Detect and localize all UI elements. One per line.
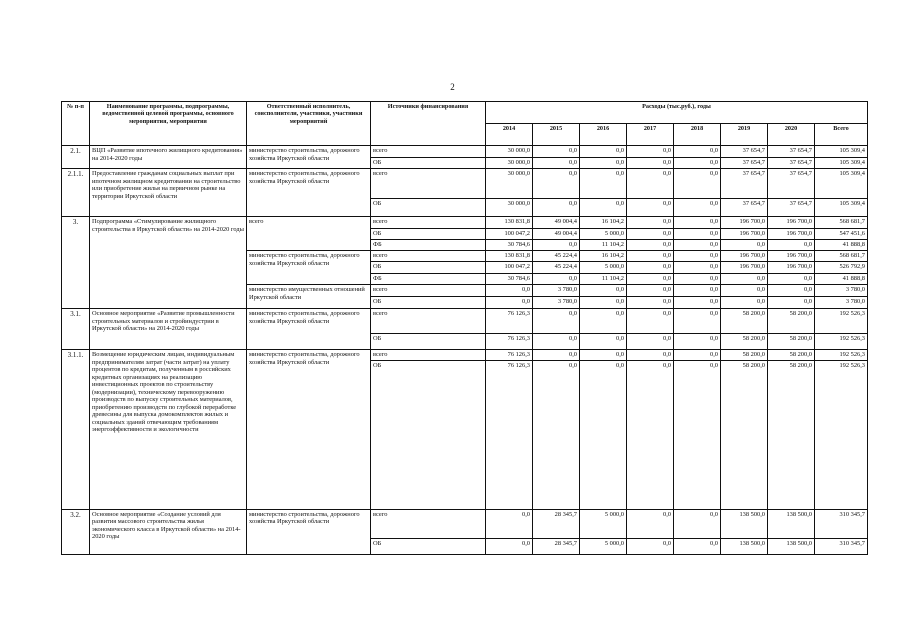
row-value: 0,0 bbox=[580, 285, 627, 297]
row-value: 196 700,0 bbox=[768, 262, 815, 274]
row-value: 196 700,0 bbox=[768, 251, 815, 262]
header-year: 2016 bbox=[580, 124, 627, 146]
row-value: 526 792,9 bbox=[815, 262, 868, 274]
header-year: 2017 bbox=[627, 124, 674, 146]
row-value: 192 526,3 bbox=[815, 309, 868, 334]
row-value: 0,0 bbox=[768, 285, 815, 297]
row-source: ОБ bbox=[371, 199, 486, 217]
row-value: 0,0 bbox=[486, 297, 533, 309]
row-value: 0,0 bbox=[674, 509, 721, 538]
row-value: 0,0 bbox=[721, 285, 768, 297]
row-value: 0,0 bbox=[721, 297, 768, 309]
row-value: 0,0 bbox=[580, 309, 627, 334]
row-value: 130 831,8 bbox=[486, 217, 533, 229]
row-value: 138 500,0 bbox=[721, 509, 768, 538]
row-code: 3.1. bbox=[62, 309, 90, 350]
header-year: 2020 bbox=[768, 124, 815, 146]
header-source: Источники финансирования bbox=[371, 102, 486, 146]
row-value: 138 500,0 bbox=[768, 538, 815, 554]
header-name: Наименование программы, подпрограммы, ведомственной целевой программы, основного мероприятия, мероприятия bbox=[90, 102, 247, 146]
row-value: 310 345,7 bbox=[815, 509, 868, 538]
row-value: 30 784,6 bbox=[486, 240, 533, 251]
row-value: 0,0 bbox=[580, 158, 627, 169]
row-value: 0,0 bbox=[627, 538, 674, 554]
row-source: ОБ bbox=[371, 334, 486, 350]
row-source: всего bbox=[371, 146, 486, 158]
row-value: 0,0 bbox=[580, 334, 627, 350]
row-value: 5 000,0 bbox=[580, 538, 627, 554]
row-value: 192 526,3 bbox=[815, 350, 868, 361]
row-value: 105 309,4 bbox=[815, 146, 868, 158]
row-value: 0,0 bbox=[674, 309, 721, 334]
row-source: ОБ bbox=[371, 262, 486, 274]
row-value: 0,0 bbox=[627, 169, 674, 199]
row-value: 0,0 bbox=[627, 334, 674, 350]
row-value: 0,0 bbox=[768, 297, 815, 309]
row-value: 0,0 bbox=[533, 146, 580, 158]
row-value: 0,0 bbox=[627, 217, 674, 229]
row-value: 37 654,7 bbox=[768, 199, 815, 217]
row-value: 0,0 bbox=[674, 262, 721, 274]
row-value: 0,0 bbox=[627, 251, 674, 262]
row-value: 30 784,6 bbox=[486, 274, 533, 285]
row-source: всего bbox=[371, 309, 486, 334]
row-value: 58 200,0 bbox=[768, 360, 815, 509]
row-executor: министерство строительства, дорожного хозяйства Иркутской области bbox=[247, 251, 371, 285]
financing-table bbox=[61, 101, 868, 555]
row-value: 3 780,0 bbox=[533, 297, 580, 309]
row-value: 196 700,0 bbox=[721, 262, 768, 274]
row-value: 192 526,3 bbox=[815, 334, 868, 350]
row-value: 0,0 bbox=[580, 360, 627, 509]
row-value: 0,0 bbox=[674, 217, 721, 229]
row-value: 49 004,4 bbox=[533, 229, 580, 240]
row-value: 37 654,7 bbox=[768, 158, 815, 169]
row-value: 16 104,2 bbox=[580, 217, 627, 229]
page-number: 2 bbox=[450, 82, 455, 92]
row-value: 11 104,2 bbox=[580, 240, 627, 251]
row-value: 76 126,3 bbox=[486, 309, 533, 334]
row-value: 58 200,0 bbox=[721, 360, 768, 509]
row-value: 3 780,0 bbox=[815, 285, 868, 297]
row-name: Подпрограмма «Стимулирование жилищного строительства в Иркутской области» на 2014-2020 годы bbox=[90, 217, 247, 309]
row-value: 0,0 bbox=[533, 169, 580, 199]
header-year: 2014 bbox=[486, 124, 533, 146]
row-value: 0,0 bbox=[627, 262, 674, 274]
row-value: 11 104,2 bbox=[580, 274, 627, 285]
row-value: 0,0 bbox=[627, 229, 674, 240]
table-row bbox=[62, 146, 868, 158]
header-year: 2019 bbox=[721, 124, 768, 146]
row-value: 30 000,0 bbox=[486, 169, 533, 199]
row-value: 138 500,0 bbox=[768, 509, 815, 538]
row-source: ОБ bbox=[371, 538, 486, 554]
row-source: ОБ bbox=[371, 360, 486, 509]
row-value: 37 654,7 bbox=[721, 158, 768, 169]
row-value: 37 654,7 bbox=[721, 199, 768, 217]
row-value: 0,0 bbox=[627, 297, 674, 309]
row-executor: министерство строительства, дорожного хозяйства Иркутской области bbox=[247, 169, 371, 217]
row-value: 58 200,0 bbox=[768, 334, 815, 350]
row-value: 0,0 bbox=[768, 240, 815, 251]
row-value: 37 654,7 bbox=[768, 146, 815, 158]
row-value: 0,0 bbox=[674, 360, 721, 509]
row-code: 2.1.1. bbox=[62, 169, 90, 217]
row-value: 0,0 bbox=[486, 285, 533, 297]
row-value: 37 654,7 bbox=[768, 169, 815, 199]
row-value: 0,0 bbox=[627, 146, 674, 158]
row-value: 0,0 bbox=[627, 309, 674, 334]
row-value: 0,0 bbox=[627, 240, 674, 251]
row-source: ОБ bbox=[371, 297, 486, 309]
row-value: 196 700,0 bbox=[721, 229, 768, 240]
row-value: 105 309,4 bbox=[815, 158, 868, 169]
row-value: 0,0 bbox=[533, 309, 580, 334]
row-value: 0,0 bbox=[674, 240, 721, 251]
row-value: 0,0 bbox=[533, 199, 580, 217]
row-value: 37 654,7 bbox=[721, 169, 768, 199]
header-executor: Ответственный исполнитель, соисполнители, участники, участники мероприятий bbox=[247, 102, 371, 146]
header-year: 2015 bbox=[533, 124, 580, 146]
row-value: 3 780,0 bbox=[533, 285, 580, 297]
row-source: ФБ bbox=[371, 240, 486, 251]
row-value: 49 004,4 bbox=[533, 217, 580, 229]
row-value: 0,0 bbox=[627, 360, 674, 509]
row-value: 76 126,3 bbox=[486, 350, 533, 361]
row-value: 76 126,3 bbox=[486, 334, 533, 350]
row-executor: министерство строительства, дорожного хозяйства Иркутской области bbox=[247, 146, 371, 169]
row-value: 192 526,3 bbox=[815, 360, 868, 509]
table-row bbox=[62, 509, 868, 538]
row-value: 0,0 bbox=[674, 285, 721, 297]
row-value: 5 000,0 bbox=[580, 509, 627, 538]
row-value: 0,0 bbox=[721, 240, 768, 251]
row-value: 3 780,0 bbox=[815, 297, 868, 309]
row-value: 310 345,7 bbox=[815, 538, 868, 554]
row-value: 0,0 bbox=[627, 274, 674, 285]
row-value: 0,0 bbox=[627, 285, 674, 297]
row-executor: министерство строительства, дорожного хозяйства Иркутской области bbox=[247, 350, 371, 510]
row-value: 0,0 bbox=[674, 146, 721, 158]
row-value: 0,0 bbox=[674, 199, 721, 217]
row-value: 41 888,8 bbox=[815, 240, 868, 251]
row-value: 37 654,7 bbox=[721, 146, 768, 158]
row-source: всего bbox=[371, 509, 486, 538]
row-value: 0,0 bbox=[533, 350, 580, 361]
row-value: 0,0 bbox=[533, 334, 580, 350]
row-value: 5 000,0 bbox=[580, 262, 627, 274]
row-value: 58 200,0 bbox=[768, 309, 815, 334]
row-name: ВЦП «Развитие ипотечного жилищного кредитования» на 2014-2020 годы bbox=[90, 146, 247, 169]
row-code: 3. bbox=[62, 217, 90, 309]
row-value: 58 200,0 bbox=[721, 334, 768, 350]
row-value: 0,0 bbox=[674, 251, 721, 262]
row-value: 41 888,8 bbox=[815, 274, 868, 285]
row-source: всего bbox=[371, 217, 486, 229]
header-year: Всего bbox=[815, 124, 868, 146]
table-row bbox=[62, 309, 868, 334]
row-source: всего bbox=[371, 285, 486, 297]
row-value: 130 831,8 bbox=[486, 251, 533, 262]
row-value: 0,0 bbox=[627, 199, 674, 217]
row-value: 0,0 bbox=[486, 538, 533, 554]
row-source: всего bbox=[371, 169, 486, 199]
row-value: 58 200,0 bbox=[721, 350, 768, 361]
row-value: 0,0 bbox=[580, 350, 627, 361]
row-executor: министерство строительства, дорожного хозяйства Иркутской области bbox=[247, 509, 371, 554]
row-value: 0,0 bbox=[580, 199, 627, 217]
row-value: 16 104,2 bbox=[580, 251, 627, 262]
row-value: 30 000,0 bbox=[486, 146, 533, 158]
row-value: 196 700,0 bbox=[721, 251, 768, 262]
row-value: 0,0 bbox=[674, 274, 721, 285]
header-year: 2018 bbox=[674, 124, 721, 146]
row-value: 28 345,7 bbox=[533, 538, 580, 554]
row-value: 0,0 bbox=[627, 350, 674, 361]
row-value: 28 345,7 bbox=[533, 509, 580, 538]
row-executor: министерство имущественных отношений Иркутской области bbox=[247, 285, 371, 309]
row-source: ОБ bbox=[371, 229, 486, 240]
row-value: 0,0 bbox=[674, 169, 721, 199]
row-code: 2.1. bbox=[62, 146, 90, 169]
row-value: 100 047,2 bbox=[486, 262, 533, 274]
row-source: ОБ bbox=[371, 158, 486, 169]
row-value: 0,0 bbox=[580, 146, 627, 158]
row-value: 0,0 bbox=[674, 229, 721, 240]
row-value: 30 000,0 bbox=[486, 158, 533, 169]
row-value: 0,0 bbox=[533, 158, 580, 169]
row-value: 45 224,4 bbox=[533, 262, 580, 274]
row-value: 196 700,0 bbox=[721, 217, 768, 229]
table-row bbox=[62, 169, 868, 199]
row-value: 568 681,7 bbox=[815, 217, 868, 229]
row-source: ФБ bbox=[371, 274, 486, 285]
row-value: 196 700,0 bbox=[768, 229, 815, 240]
row-value: 105 309,4 bbox=[815, 169, 868, 199]
row-value: 100 047,2 bbox=[486, 229, 533, 240]
table-row bbox=[62, 350, 868, 361]
row-source: всего bbox=[371, 251, 486, 262]
row-value: 30 000,0 bbox=[486, 199, 533, 217]
header-row bbox=[62, 102, 868, 124]
row-value: 0,0 bbox=[627, 509, 674, 538]
row-value: 547 451,6 bbox=[815, 229, 868, 240]
row-executor: всего bbox=[247, 217, 371, 251]
row-name: Основное мероприятие «Создание условий для развития массового строительства жилья экономического класса в Иркутской области» на 2014-2020 годы bbox=[90, 509, 247, 554]
header-expenses: Расходы (тыс.руб.), годы bbox=[486, 102, 868, 124]
row-code: 3.1.1. bbox=[62, 350, 90, 510]
row-value: 138 500,0 bbox=[721, 538, 768, 554]
row-value: 0,0 bbox=[721, 274, 768, 285]
row-value: 0,0 bbox=[580, 169, 627, 199]
row-name: Возмещение юридическим лицам, индивидуальным предпринимателям затрат (части затрат) на уплату процентов по кредитам, полученным в российских кредитных организациях на реализацию инвестиционных проектов по строительству (модернизации), техническому перевооружению производств по выпуску строительных материалов, приобретению производств по глубокой переработке древесины для выпуска домокомплектов жилых и социальных зданий отвечающим требованиям энергоэффективности и экологичности bbox=[90, 350, 247, 510]
row-value: 0,0 bbox=[533, 240, 580, 251]
row-value: 0,0 bbox=[674, 538, 721, 554]
row-value: 105 309,4 bbox=[815, 199, 868, 217]
row-value: 196 700,0 bbox=[768, 217, 815, 229]
row-source: всего bbox=[371, 350, 486, 361]
row-value: 58 200,0 bbox=[721, 309, 768, 334]
row-value: 0,0 bbox=[768, 274, 815, 285]
row-value: 45 224,4 bbox=[533, 251, 580, 262]
row-value: 568 681,7 bbox=[815, 251, 868, 262]
row-value: 0,0 bbox=[580, 297, 627, 309]
row-name: Основное мероприятие «Развитие промышленности строительных материалов и стройиндустрии в Иркутской области» на 2014-2020 годы bbox=[90, 309, 247, 350]
row-value: 5 000,0 bbox=[580, 229, 627, 240]
row-name: Предоставление гражданам социальных выплат при ипотечном жилищном кредитовании на строительство или приобретение жилья на первичном рынке на территории Иркутской области bbox=[90, 169, 247, 217]
row-executor: министерство строительства, дорожного хозяйства Иркутской области bbox=[247, 309, 371, 350]
row-value: 0,0 bbox=[674, 350, 721, 361]
header-number: № п-п bbox=[62, 102, 90, 146]
row-code: 3.2. bbox=[62, 509, 90, 554]
row-value: 0,0 bbox=[533, 274, 580, 285]
row-value: 76 126,3 bbox=[486, 360, 533, 509]
row-value: 0,0 bbox=[533, 360, 580, 509]
row-value: 0,0 bbox=[627, 158, 674, 169]
row-value: 0,0 bbox=[674, 334, 721, 350]
row-value: 0,0 bbox=[674, 158, 721, 169]
row-value: 0,0 bbox=[674, 297, 721, 309]
table-row bbox=[62, 217, 868, 229]
row-value: 0,0 bbox=[486, 509, 533, 538]
row-value: 58 200,0 bbox=[768, 350, 815, 361]
